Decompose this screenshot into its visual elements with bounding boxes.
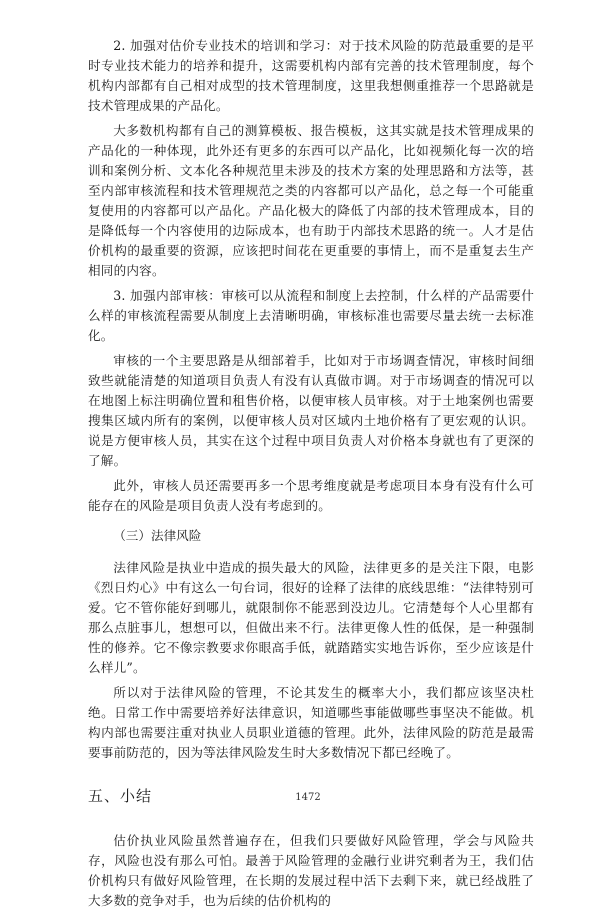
section-heading-summary: 五、小结 <box>88 787 153 805</box>
paragraph-legal-risk: 法律风险是执业中造成的损失最大的风险，法律更多的是关注下限，电影《烈日灼心》中有这么一句台词，很好的诠释了法律的底线思维：“法律特别可爱。它不管你能好到哪儿，就限制你不能恶到没边儿。它清楚每个人心里都有那么点脏事儿，想想可以，但做出来不行。法律更像人性的低保，是一种强制性的修养。它不像宗教要求你眼高手低，就踏踏实实地告诉你，至少应该是什么样儿”。 <box>88 560 534 675</box>
paragraph-productization: 大多数机构都有自己的测算模板、报告模板，这其实就是技术管理成果的产品化的一种体现，此外还有更多的东西可以产品化，比如视频化每一次的培训和案例分析、文本化各种规范里未涉及的技术方案的处理思路和方法等，甚至内部审核流程和技术管理规范之类的内容都可以产品化，总之每一个可能重复使用的内容都可以产品化。产品化极大的降低了内部的技术管理成本，目的是降低每一个内容使用的边际成本，也有助于内部技术思路的统一。人才是估价机构的最重要的资源，应该把时间花在更重要的事情上，而不是重复去生产相同的内容。 <box>88 123 534 278</box>
paragraph-review-details: 审核的一个主要思路是从细部着手，比如对于市场调查情况，审核时间细致些就能清楚的知道项目负责人有没有认真做市调。对于市场调查的情况可以在地图上标注明确位置和租售价格，以便审核人员审核。对于土地案例也需要搜集区域内所有的案例，以便审核人员对区域内土地价格有了更宏观的认识。说是方便审核人员，其实在这个过程中项目负责人对价格本身就也有了更深的了解。 <box>88 353 534 468</box>
subheading-legal-risk: （三）法律风险 <box>113 528 202 543</box>
paragraph-summary: 估价执业风险虽然普遍存在，但我们只要做好风险管理，学会与风险共存，风险也没有那么可怕。最善于风险管理的金融行业讲究剩者为王，我们估价机构只有做好风险管理，在长期的发展过程中活下去剩下来，就已经战胜了大多数的竞争对手，也为后续的估价机构的 <box>88 833 534 908</box>
paragraph-internal-review: 3. 加强内部审核：审核可以从流程和制度上去控制，什么样的产品需要什么样的审核流程需要从制度上去清晰明确，审核标准也需要尽量去统一去标准化。 <box>88 288 534 343</box>
paragraph-training: 2. 加强对估价专业技术的培训和学习：对于技术风险的防范最重要的是平时专业技术能力的培养和提升，这需要机构内部有完善的技术管理制度，每个机构内部都有自己相对成型的技术管理制度，这里我想侧重推荐一个思路就是技术管理成果的产品化。 <box>88 38 534 113</box>
page-number: 1472 <box>295 792 321 803</box>
paragraph-legal-management: 所以对于法律风险的管理，不论其发生的概率大小，我们都应该坚决杜绝。日常工作中需要培养好法律意识，知道哪些事能做哪些事坚决不能做。机构内部也需要注重对执业人员职业道德的管理。此外，法律风险的防范是最需要事前防范的，因为等法律风险发生时大多数情况下都已经晚了。 <box>88 685 534 760</box>
paragraph-review-risk: 此外，审核人员还需要再多一个思考维度就是考虑项目本身有没有什么可能存在的风险是项目负责人没有考虑到的。 <box>88 478 534 513</box>
page-content <box>88 36 534 916</box>
